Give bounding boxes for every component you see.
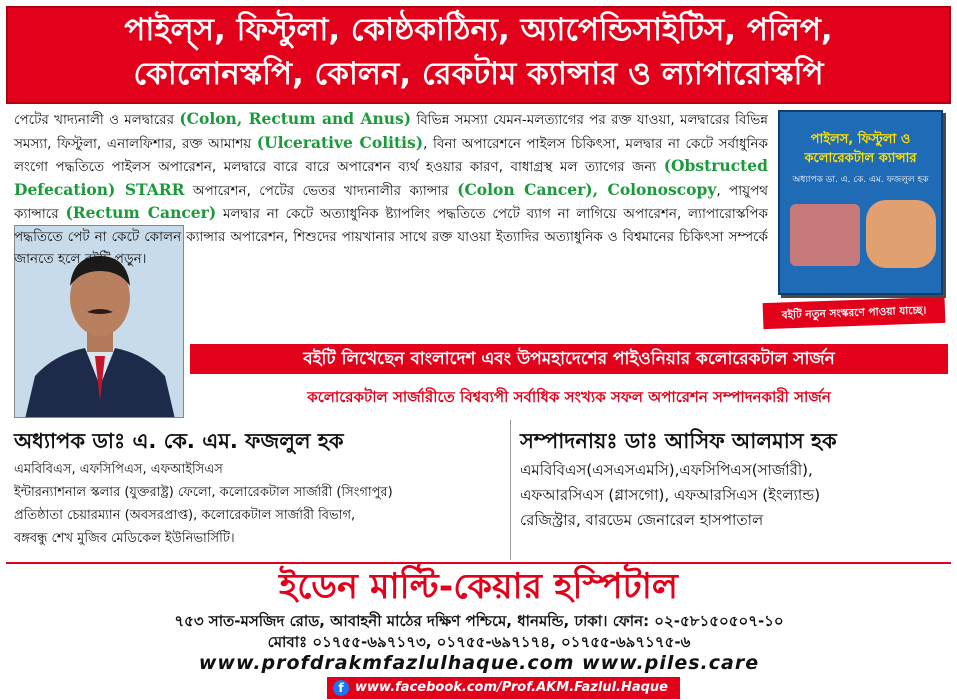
editor-credentials <box>520 424 950 533</box>
editor-line-1: এমবিবিএস(এসএসএমসি),এফসিপিএস(সার্জারী), <box>520 461 813 479</box>
intro-en-obstructed-defecation: (Obstructed Defecation) <box>14 156 768 199</box>
intro-en-ulcerative-colitis: (Ulcerative Colitis) <box>256 132 424 152</box>
author-credentials <box>14 424 504 550</box>
editor-line-2: এফআরসিএস (গ্লাসগো), এফআরসিএস (ইংল্যান্ড) <box>520 486 821 504</box>
editor-name: সম্পাদনায়ঃ ডাঃ আসিফ আলমাস হক <box>520 429 837 453</box>
intro-text-6: মলদ্বার না কেটে অত্যাধুনিক ষ্ট্যাপলিং পদ্ধতিতে পেটে ব্যাগ না লাগিয়ে অপারেশন, ল্যাপারোস্কপিক পদ্ধতিতে পেট না কেটে কোলন ক্যান্সার অপারেশন, শিশুদের পায়খানার সাথে রক্ত যাওয়া ইত্যাদির অত্যাধুনিক ও বিশ্বমানের চিকিৎসা সম্পর্কে জানতে হলে বইটি পড়ুন। <box>14 206 768 267</box>
author-line-3: প্রতিষ্ঠাতা চেয়ারম্যান (অবসরপ্রাপ্ত), কলোরেকটাল সার্জারী বিভাগ, <box>14 508 356 523</box>
website-links[interactable]: www.profdrakmfazlulhaque.com www.piles.care <box>198 652 760 674</box>
intro-en-starr: STARR <box>115 179 185 199</box>
intro-text-1: পেটের খাদ্যনালী ও মলদ্বারের <box>14 112 180 128</box>
book-title: পাইলস, ফিস্টুলা ও কলোরেকটাল ক্যান্সার <box>804 132 917 166</box>
hospital-name: ইডেন মাল্টি-কেয়ার হস্পিটাল <box>6 562 951 608</box>
author-line-1: এমবিবিএস, এফসিপিএস, এফআইসিএস <box>14 462 223 477</box>
intro-text-3: , বিনা অপারেশনে পাইলস চিকিৎসা, মলদ্বার না কেটে সর্বাধুনিক লংগো পদ্ধতিতে পাইলস অপারেশন, মলদ্বারে বারে বারে অপারেশন ব্যর্থ হওয়ার কারণ, বাধাগ্রস্থ মল ত্যাগের জন্য <box>14 135 768 175</box>
book-author: অধ্যাপক ডা. এ. কে. এম. ফজলুল হক <box>792 175 929 185</box>
facebook-link[interactable] <box>327 677 680 699</box>
facebook-icon: f <box>333 680 349 696</box>
surgeon-banner: বইটি লিখেছেন বাংলাদেশ এবং উপমহাদেশের পাইওনিয়ার কলোরেকটাল সার্জন <box>190 344 948 374</box>
book-caption: বইটি নতুন সংস্করণে পাওয়া যাচ্ছে। <box>763 297 946 329</box>
hospital-phone: মোবাঃ ০১৭৫৫-৬৯৭১৭৩, ০১৭৫৫-৬৯৭১৭৪, ০১৭৫৫-৬৯৭১৭৫-৬ <box>267 633 691 651</box>
author-line-2: ইন্টারন্যাশনাল স্কলার (যুক্তরাষ্ট্র) ফেলো, কলোরেকটাল সার্জারী (সিংগাপুর) <box>14 485 393 500</box>
book-illustration-right <box>866 200 936 268</box>
header-banner <box>6 6 951 104</box>
surgeon-tagline: কলোরেকটাল সার্জারীতে বিশ্বব্যপী সর্বাধিক সংখ্যক সফল অপারেশন সম্পাদনকারী সার্জন <box>307 388 831 406</box>
intro-text-2: বিভিন্ন সমস্যা যেমন-মলত্যাগের পর রক্ত যাওয়া, মলদ্বারের বিভিন্ন সমস্যা, ফিস্টুলা, এনালফিশার, রক্ত আমাশয় <box>14 112 769 152</box>
column-divider <box>510 420 511 560</box>
intro-text-4: অপারেশন, পেটের ভেতর খাদ্যনালীর ক্যান্সার <box>184 182 458 199</box>
header-line-1: পাইল্‌স, ফিস্টুলা, কোষ্ঠকাঠিন্য, অ্যাপেন্ডিসাইটিস, পলিপ, <box>124 12 833 48</box>
hospital-address: ৭৫৩ সাত-মসজিদ রোড, আবাহনী মাঠের দক্ষিণ পশ্চিমে, ধানমন্ডি, ঢাকা। ফোন: ০২-৫৮১৫০৫০৭-১০ <box>174 612 784 630</box>
author-line-4: বঙ্গবন্ধু শেখ মুজিব মেডিকেল ইউনিভার্সিটি। <box>14 531 235 546</box>
book-cover <box>778 110 943 295</box>
intro-paragraph <box>14 108 768 271</box>
editor-line-3: রেজিস্ট্রার, বারডেম জেনারেল হাসপাতাল <box>520 511 764 529</box>
intro-text-5: , পায়ুপথ ক্যান্সারে <box>14 182 768 222</box>
intro-en-colon-cancer: (Colon Cancer), Colonoscopy <box>457 179 717 199</box>
intro-en-rectum-cancer: (Rectum Cancer) <box>65 203 217 222</box>
header-line-2: কোলোনস্কপি, কোলন, রেকটাম ক্যান্সার ও ল্যাপারোস্কপি <box>133 56 824 92</box>
author-name: অধ্যাপক ডাঃ এ. কে. এম. ফজলুল হক <box>14 429 344 453</box>
intro-en-colon-rectum-anus: (Colon, Rectum and Anus) <box>179 109 412 128</box>
facebook-url[interactable]: www.facebook.com/Prof.AKM.Fazlul.Haque <box>355 680 668 695</box>
book-illustration-left <box>790 204 860 266</box>
